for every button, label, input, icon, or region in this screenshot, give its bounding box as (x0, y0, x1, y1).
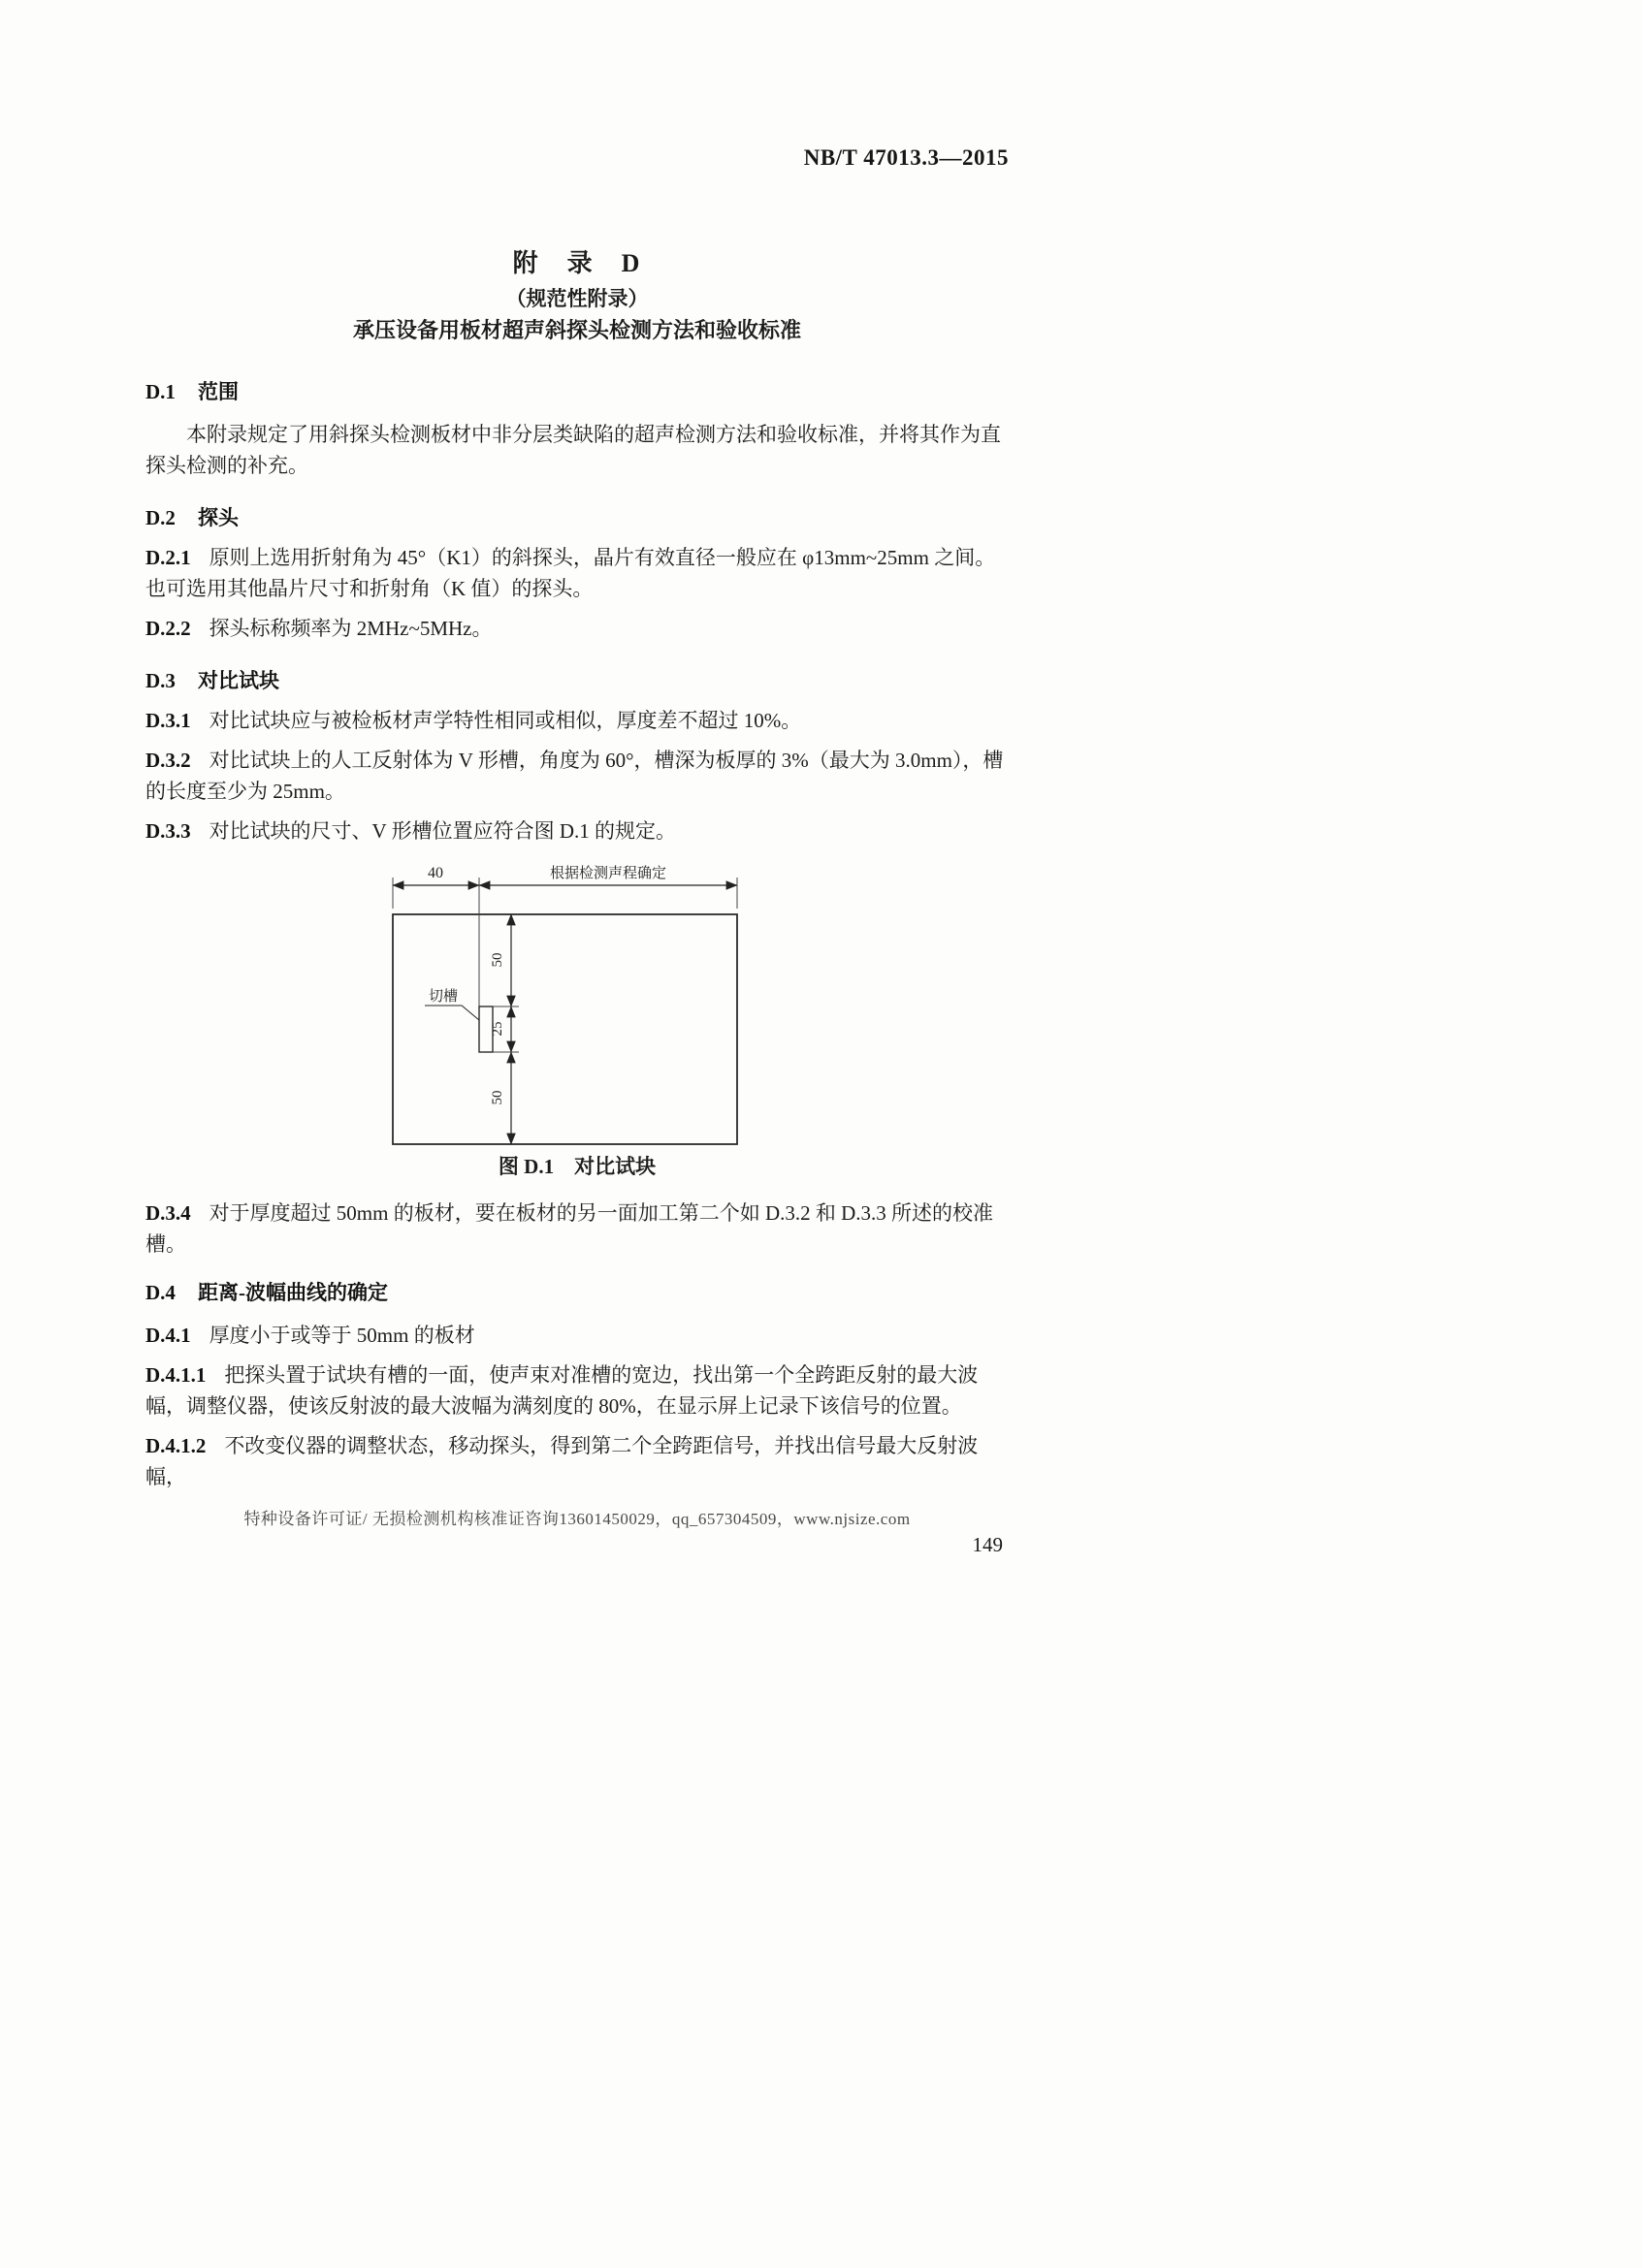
clause-d4-1-1-number: D.4.1.1 (145, 1363, 207, 1387)
clause-d4-1 (145, 1320, 1009, 1351)
heading-d1 (145, 376, 1009, 407)
clause-d2-2 (145, 613, 1009, 644)
heading-d4 (145, 1277, 1009, 1308)
clause-d3-3-text: 对比试块的尺寸、V 形槽位置应符合图 D.1 的规定。 (209, 819, 677, 843)
clause-d3-3-number: D.3.3 (145, 819, 191, 843)
figure-d1-caption: 图 D.1 对比试块 (498, 1155, 657, 1178)
clause-d3-1-number: D.3.1 (145, 709, 191, 732)
dim-label-40: 40 (428, 865, 443, 881)
clause-d4-1-2-number: D.4.1.2 (145, 1434, 207, 1457)
clause-d3-3 (145, 815, 1009, 847)
document-content (145, 238, 1009, 1560)
dim-label-soundpath: 根据检测声程确定 (549, 866, 667, 881)
heading-d3-number: D.3 (145, 669, 176, 692)
heading-d2 (145, 502, 1009, 533)
appendix-subject-title: 承压设备用板材超声斜探头检测方法和验收标准 (352, 318, 801, 342)
clause-d4-1-number: D.4.1 (145, 1324, 191, 1347)
clause-d2-1-text: 原则上选用折射角为 45°（K1）的斜探头，晶片有效直径一般应在 φ13mm~25mm 之间。也可选用其他晶片尺寸和折射角（K 值）的探头。 (145, 546, 996, 600)
clause-d3-4-number: D.3.4 (145, 1201, 191, 1225)
clause-d4-1-2 (145, 1430, 1009, 1492)
heading-d3-title: 对比试块 (198, 669, 280, 692)
dim-label-50-bottom: 50 (490, 1090, 505, 1105)
clause-d3-2-number: D.3.2 (145, 749, 191, 772)
heading-d3 (145, 665, 1009, 696)
notch-label: 切槽 (428, 989, 459, 1005)
heading-d2-number: D.2 (145, 506, 176, 529)
clause-d2-1-number: D.2.1 (145, 546, 191, 569)
clause-d3-1-text: 对比试块应与被检板材声学特性相同或相似，厚度差不超过 10%。 (209, 709, 802, 732)
heading-d1-number: D.1 (145, 380, 176, 403)
comparison-block-drawing (369, 858, 786, 1149)
standard-code: NB/T 47013.3—2015 (803, 145, 1009, 170)
notch-leader-line (425, 1006, 479, 1020)
clause-d3-1 (145, 705, 1009, 736)
dim-label-25: 25 (490, 1021, 505, 1037)
appendix-title: 附 录 D (512, 249, 642, 277)
clause-d3-2 (145, 745, 1009, 807)
block-outline (393, 914, 737, 1144)
heading-d4-title: 距离-波幅曲线的确定 (198, 1281, 389, 1304)
paragraph-d1-scope: 本附录规定了用斜探头检测板材中非分层类缺陷的超声检测方法和验收标准，并将其作为直探头检测的补充。 (145, 423, 1001, 477)
footer-certification-line: 特种设备许可证/ 无损检测机构核准证咨询13601450029，qq_657304509，www.njsize.com (243, 1510, 911, 1528)
clause-d4-1-text: 厚度小于或等于 50mm 的板材 (209, 1324, 475, 1347)
heading-d2-title: 探头 (198, 506, 240, 529)
clause-d3-4 (145, 1198, 1009, 1260)
clause-d4-1-1-text: 把探头置于试块有槽的一面，使声束对准槽的宽边，找出第一个全跨距反射的最大波幅，调整仪器，使该反射波的最大波幅为满刻度的 80%，在显示屏上记录下该信号的位置。 (145, 1363, 979, 1418)
page-number: 149 (972, 1533, 1003, 1556)
clause-d3-4-text: 对于厚度超过 50mm 的板材，要在板材的另一面加工第二个如 D.3.2 和 D.3.3 所述的校准槽。 (145, 1201, 994, 1256)
clause-d4-1-2-text: 不改变仪器的调整状态，移动探头，得到第二个全跨距信号，并找出信号最大反射波幅， (145, 1434, 979, 1488)
dim-label-50-top: 50 (490, 952, 505, 968)
clause-d4-1-1 (145, 1359, 1009, 1421)
figure-d1 (369, 858, 786, 1149)
heading-d4-number: D.4 (145, 1281, 176, 1304)
clause-d2-1 (145, 542, 1009, 604)
clause-d2-2-text: 探头标称频率为 2MHz~5MHz。 (209, 617, 493, 640)
clause-d2-2-number: D.2.2 (145, 617, 191, 640)
heading-d1-title: 范围 (198, 380, 240, 403)
clause-d3-2-text: 对比试块上的人工反射体为 V 形槽，角度为 60°，槽深为板厚的 3%（最大为 3.0mm），槽的长度至少为 25mm。 (145, 749, 1004, 803)
appendix-normative-label: （规范性附录） (505, 287, 649, 310)
